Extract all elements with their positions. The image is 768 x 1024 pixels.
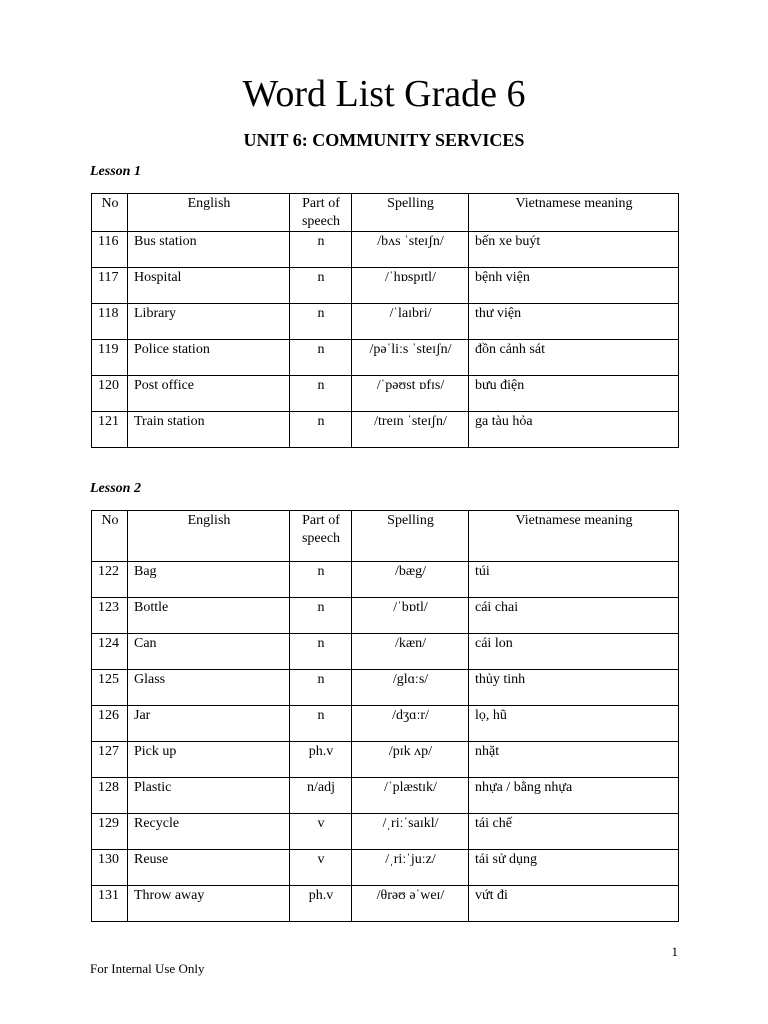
spelling: /pɪk ʌp/ [352,742,469,778]
spelling: /bʌs ˈsteɪʃn/ [352,232,469,268]
row-number: 119 [92,340,128,376]
english-word: Glass [128,670,290,706]
spelling: /treɪn ˈsteɪʃn/ [352,412,469,448]
table-row [92,232,679,268]
header-no: No [92,194,128,232]
vietnamese-meaning: tái sử dụng [469,850,679,886]
header-english: English [128,194,290,232]
table-row [92,376,679,412]
spelling: /glɑːs/ [352,670,469,706]
part-of-speech: n [290,340,352,376]
lesson-1-table [91,193,679,448]
table-row [92,268,679,304]
header-vietnamese-meaning: Vietnamese meaning [469,194,679,232]
vietnamese-meaning: ga tàu hỏa [469,412,679,448]
part-of-speech: n [290,598,352,634]
header-no: No [92,511,128,562]
vietnamese-meaning: cái chai [469,598,679,634]
part-of-speech: n [290,412,352,448]
english-word: Train station [128,412,290,448]
table-row [92,778,679,814]
english-word: Pick up [128,742,290,778]
document-title: Word List Grade 6 [242,73,526,115]
vietnamese-meaning: bệnh viện [469,268,679,304]
row-number: 128 [92,778,128,814]
part-of-speech: n [290,634,352,670]
part-of-speech: n [290,670,352,706]
part-of-speech: n [290,304,352,340]
row-number: 123 [92,598,128,634]
table-header-row [92,194,679,232]
part-of-speech: v [290,814,352,850]
part-of-speech: n [290,562,352,598]
row-number: 127 [92,742,128,778]
table-row [92,562,679,598]
vietnamese-meaning: nhặt [469,742,679,778]
spelling: /ˈplæstɪk/ [352,778,469,814]
english-word: Plastic [128,778,290,814]
part-of-speech: n [290,706,352,742]
english-word: Police station [128,340,290,376]
header-english: English [128,511,290,562]
vietnamese-meaning: nhựa / bằng nhựa [469,778,679,814]
spelling: /pəˈliːs ˈsteɪʃn/ [352,340,469,376]
part-of-speech: v [290,850,352,886]
english-word: Recycle [128,814,290,850]
spelling: /ˈhɒspɪtl/ [352,268,469,304]
vietnamese-meaning: thủy tinh [469,670,679,706]
lesson-2-table [91,510,679,922]
row-number: 126 [92,706,128,742]
header-spelling: Spelling [352,194,469,232]
part-of-speech: n [290,376,352,412]
spelling: /ˈbɒtl/ [352,598,469,634]
vietnamese-meaning: đồn cảnh sát [469,340,679,376]
spelling: /bæg/ [352,562,469,598]
row-number: 116 [92,232,128,268]
header-part-of-speech: Part of speech [290,511,352,562]
english-word: Bus station [128,232,290,268]
row-number: 130 [92,850,128,886]
table-row [92,706,679,742]
table-row [92,634,679,670]
vietnamese-meaning: bưu điện [469,376,679,412]
row-number: 121 [92,412,128,448]
table-row [92,598,679,634]
header-part-of-speech: Part of speech [290,194,352,232]
vietnamese-meaning: vứt đi [469,886,679,922]
spelling: /θrəʊ əˈweɪ/ [352,886,469,922]
vietnamese-meaning: lọ, hũ [469,706,679,742]
table-row [92,814,679,850]
header-spelling: Spelling [352,511,469,562]
page-number: 1 [671,944,678,959]
spelling: /ˌriːˈjuːz/ [352,850,469,886]
table-row [92,850,679,886]
header-vietnamese-meaning: Vietnamese meaning [469,511,679,562]
row-number: 131 [92,886,128,922]
table-row [92,742,679,778]
english-word: Library [128,304,290,340]
spelling: /ˈlaɪbri/ [352,304,469,340]
vietnamese-meaning: thư viện [469,304,679,340]
row-number: 124 [92,634,128,670]
part-of-speech: n [290,232,352,268]
row-number: 118 [92,304,128,340]
vietnamese-meaning: cái lon [469,634,679,670]
row-number: 129 [92,814,128,850]
table-row [92,412,679,448]
spelling: /dʒɑːr/ [352,706,469,742]
spelling: /ˌriːˈsaɪkl/ [352,814,469,850]
unit-heading: UNIT 6: COMMUNITY SERVICES [243,130,525,150]
row-number: 122 [92,562,128,598]
part-of-speech: n/adj [290,778,352,814]
english-word: Hospital [128,268,290,304]
row-number: 120 [92,376,128,412]
vietnamese-meaning: bến xe buýt [469,232,679,268]
lesson-1-heading: Lesson 1 [90,164,141,179]
english-word: Reuse [128,850,290,886]
english-word: Throw away [128,886,290,922]
english-word: Post office [128,376,290,412]
table-row [92,340,679,376]
row-number: 117 [92,268,128,304]
row-number: 125 [92,670,128,706]
spelling: /ˈpəʊst ɒfɪs/ [352,376,469,412]
vietnamese-meaning: túi [469,562,679,598]
english-word: Jar [128,706,290,742]
part-of-speech: n [290,268,352,304]
spelling: /kæn/ [352,634,469,670]
english-word: Bottle [128,598,290,634]
part-of-speech: ph.v [290,886,352,922]
part-of-speech: ph.v [290,742,352,778]
english-word: Bag [128,562,290,598]
lesson-2-heading: Lesson 2 [90,481,141,496]
table-header-row [92,511,679,562]
english-word: Can [128,634,290,670]
footer-text: For Internal Use Only [90,961,205,976]
table-row [92,886,679,922]
table-row [92,670,679,706]
vietnamese-meaning: tái chế [469,814,679,850]
table-row [92,304,679,340]
